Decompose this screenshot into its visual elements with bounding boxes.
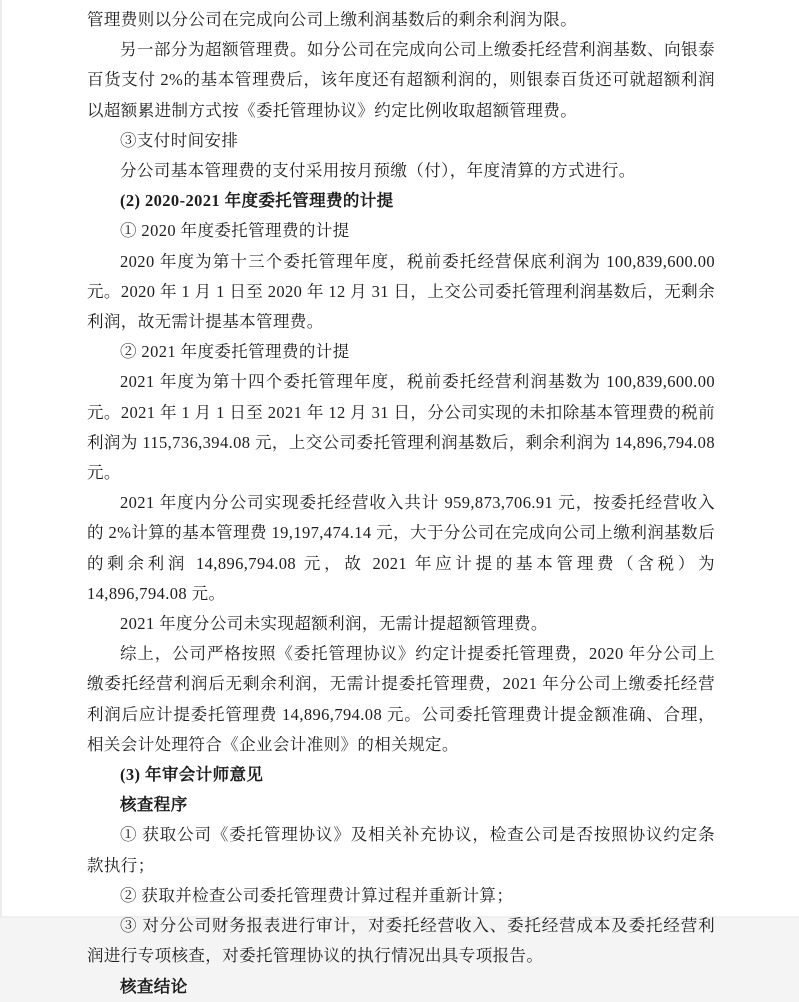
document-paragraph: ① 2020 年度委托管理费的计提 [120,221,350,241]
section-heading: 核查程序 [120,795,188,815]
document-paragraph: ② 2021 年度委托管理费的计提 [120,342,350,362]
section-heading: (2) 2020-2021 年度委托管理费的计提 [120,191,394,211]
document-paragraph: ① 获取公司《委托管理协议》及相关补充协议，检查公司是否按照协议约定条款执行； [87,825,715,875]
document-paragraph: 分公司基本管理费的支付采用按月预缴（付），年度清算的方式进行。 [120,161,636,181]
document-paragraph: 综上，公司严格按照《委托管理协议》约定计提委托管理费，2020 年分公司上缴委托经营利润后无剩余利润，无需计提委托管理费，2021 年分公司上缴委托经营利润后应计提委托管理费 14,896,794.08 元。公司委托管理费计提金额准确、合理，相关会计处理符合《企业会计准则》的相关规定。 [87,644,715,754]
document-body [2,0,799,1002]
document-paragraph: 另一部分为超额管理费。如分公司在完成向公司上缴委托经营利润基数、向银泰百货支付 2%的基本管理费后，该年度还有超额利润的，则银泰百货还可就超额利润以超额累进制方式按《委托管理协议》约定比例收取超额管理费。 [87,40,715,120]
document-paragraph: 管理费则以分公司在完成向公司上缴利润基数后的剩余利润为限。 [87,10,578,29]
document-paragraph: ② 获取并检查公司委托管理费计算过程并重新计算； [120,885,514,905]
document-paragraph: 2021 年度为第十四个委托管理年度，税前委托经营利润基数为 100,839,600.00 元。2021 年 1 月 1 日至 2021 年 12 月 31 日，分公司实现的未扣除基本管理费的税前利润为 115,736,394.08 元，上交公司委托管理利润基数后，剩余利润为 14,896,794.08 元。 [87,372,715,483]
document-paragraph: ③ 对分公司财务报表进行审计，对委托经营收入、委托经营成本及委托经营利润进行专项核查，对委托管理协议的执行情况出具专项报告。 [87,916,715,966]
document-paragraph: ③支付时间安排 [120,130,239,150]
document-paragraph: 2021 年度内分公司实现委托经营收入共计 959,873,706.91 元，按委托经营收入的 2%计算的基本管理费 19,197,474.14 元，大于分公司在完成向公司上缴利润基数后的剩余利润 14,896,794.08 元，故 2021 年应计提的基本管理费（含税）为 14,896,794.08 元。 [87,493,715,603]
section-heading: (3) 年审会计师意见 [120,765,264,785]
section-heading: 核查结论 [120,976,188,996]
document-paragraph: 2021 年度分公司未实现超额利润，无需计提超额管理费。 [120,614,548,634]
document-paragraph: 2020 年度为第十三个委托管理年度，税前委托经营保底利润为 100,839,600.00 元。2020 年 1 月 1 日至 2020 年 12 月 31 日，上交公司委托管理利润基数后，无剩余利润，故无需计提基本管理费。 [87,251,715,332]
